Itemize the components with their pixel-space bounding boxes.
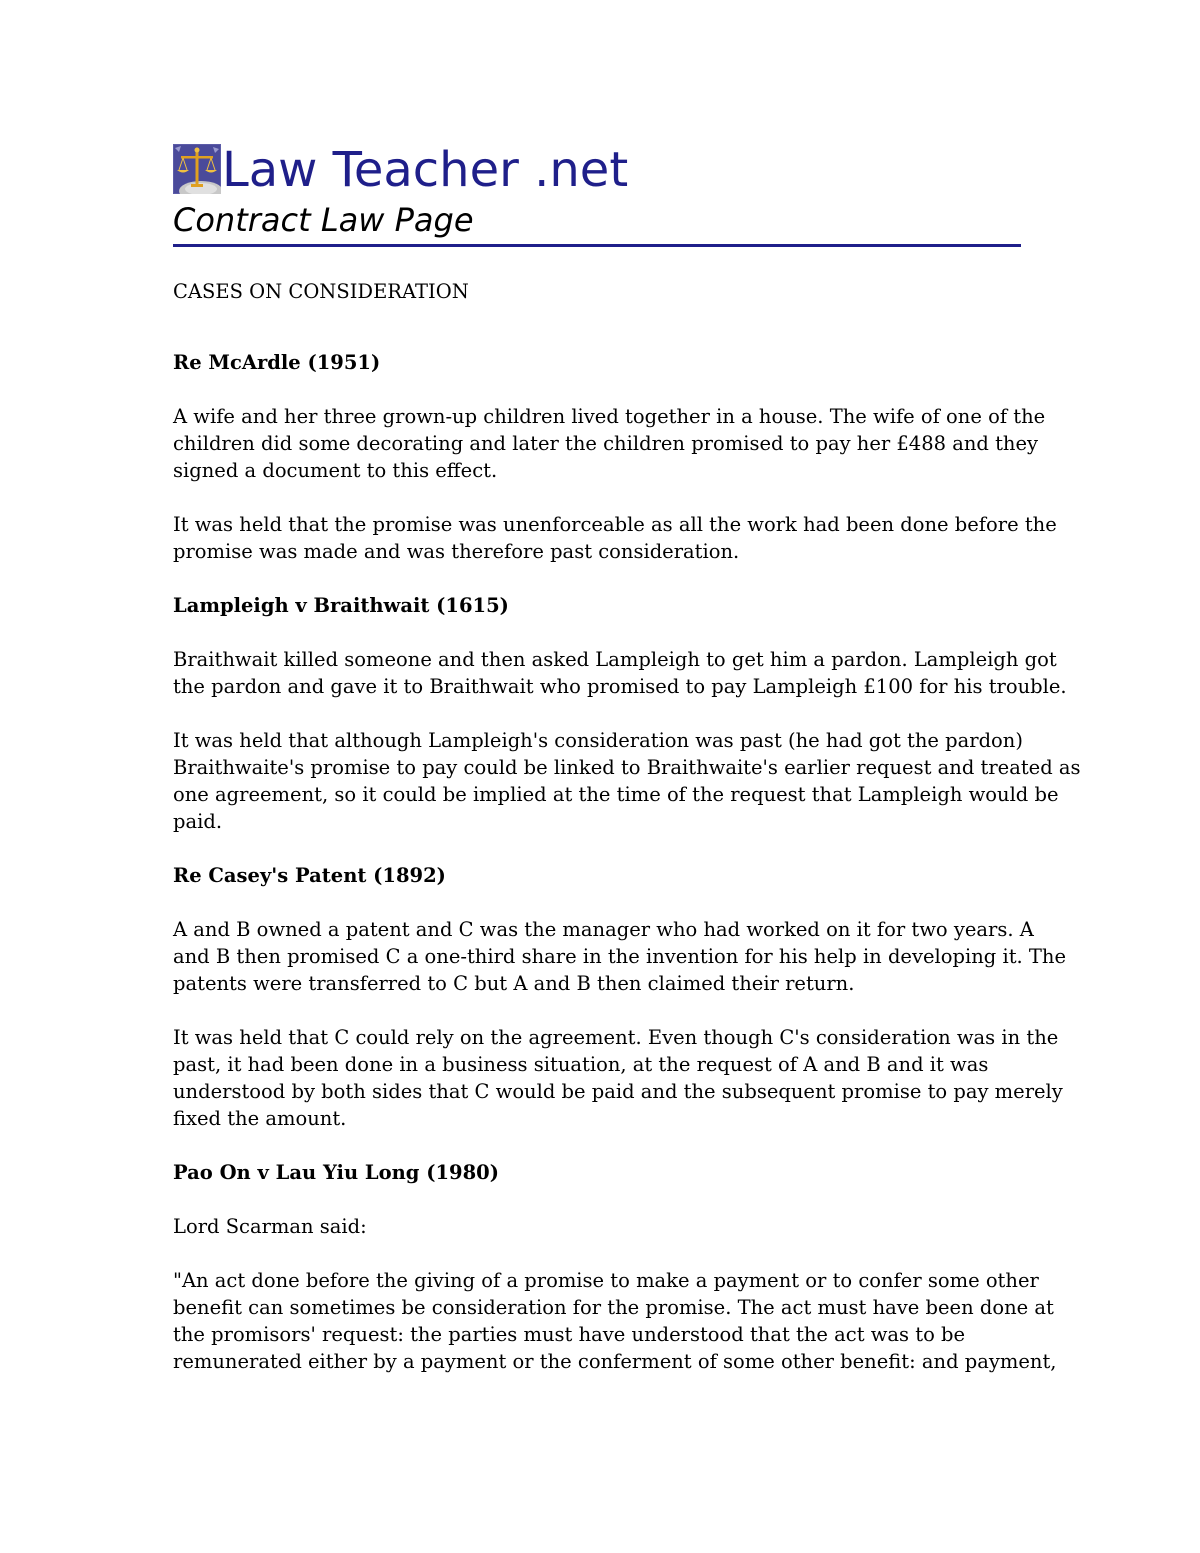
case-entry bbox=[173, 349, 1057, 565]
case-paragraph bbox=[173, 403, 1046, 484]
text-line: promise was made and was therefore past consideration. bbox=[173, 540, 740, 563]
text-line: A and B owned a patent and C was the manager who had worked on it for two years. A bbox=[173, 918, 1034, 941]
case-list bbox=[173, 349, 1081, 1375]
logo-row bbox=[173, 140, 629, 198]
text-line: It was held that C could rely on the agreement. Even though C's consideration was in the bbox=[173, 1026, 1059, 1049]
text-line: the pardon and gave it to Braithwait who promised to pay Lampleigh £100 for his trouble. bbox=[173, 675, 1067, 698]
case-title: Pao On v Lau Yiu Long (1980) bbox=[173, 1161, 499, 1184]
case-title: Re Casey's Patent (1892) bbox=[173, 864, 446, 887]
text-line: It was held that the promise was unenforceable as all the work had been done before the bbox=[173, 513, 1057, 536]
scales-of-justice-icon bbox=[173, 144, 221, 194]
document-page bbox=[173, 140, 1081, 1402]
case-paragraph bbox=[173, 1024, 1063, 1132]
page-subtitle: Contract Law Page bbox=[173, 201, 474, 239]
text-line: the promisors' request: the parties must have understood that the act was to be bbox=[173, 1323, 966, 1346]
case-paragraph bbox=[173, 1213, 1021, 1240]
case-paragraph bbox=[173, 646, 1067, 700]
text-line: signed a document to this effect. bbox=[173, 459, 498, 482]
text-line: one agreement, so it could be implied at the time of the request that Lampleigh would be bbox=[173, 783, 1059, 806]
case-paragraph bbox=[173, 1267, 1057, 1375]
text-line: children did some decorating and later the children promised to pay her £488 and they bbox=[173, 432, 1039, 455]
text-line: patents were transferred to C but A and B then claimed their return. bbox=[173, 972, 855, 995]
case-entry bbox=[173, 862, 1067, 1132]
text-line: paid. bbox=[173, 810, 223, 833]
text-line: past, it had been done in a business situation, at the request of A and B and it was bbox=[173, 1053, 989, 1076]
text-line: benefit can sometimes be consideration for the promise. The act must have been done at bbox=[173, 1296, 1054, 1319]
case-entry bbox=[173, 1159, 1057, 1375]
text-line: Lord Scarman said: bbox=[173, 1215, 367, 1238]
case-paragraph bbox=[173, 727, 1081, 835]
site-title: Law Teacher .net bbox=[222, 142, 629, 198]
text-line: A wife and her three grown-up children lived together in a house. The wife of one of the bbox=[173, 405, 1046, 428]
text-line: and B then promised C a one-third share in the invention for his help in developing it. The bbox=[173, 945, 1067, 968]
text-line: It was held that although Lampleigh's consideration was past (he had got the pardon) bbox=[173, 729, 1023, 752]
text-line: understood by both sides that C would be paid and the subsequent promise to pay merely bbox=[173, 1080, 1063, 1103]
text-line: fixed the amount. bbox=[173, 1107, 347, 1130]
page-header bbox=[173, 140, 1021, 247]
case-entry bbox=[173, 592, 1081, 835]
case-title: Lampleigh v Braithwait (1615) bbox=[173, 594, 509, 617]
text-line: Braithwait killed someone and then asked Lampleigh to get him a pardon. Lampleigh got bbox=[173, 648, 1057, 671]
text-line: "An act done before the giving of a promise to make a payment or to confer some other bbox=[173, 1269, 1039, 1292]
text-line: remunerated either by a payment or the conferment of some other benefit: and payment, bbox=[173, 1350, 1057, 1373]
case-paragraph bbox=[173, 511, 1057, 565]
section-heading: CASES ON CONSIDERATION bbox=[173, 280, 469, 303]
text-line: Braithwaite's promise to pay could be linked to Braithwaite's earlier request and treated as bbox=[173, 756, 1081, 779]
case-title: Re McArdle (1951) bbox=[173, 351, 381, 374]
case-paragraph bbox=[173, 916, 1067, 997]
